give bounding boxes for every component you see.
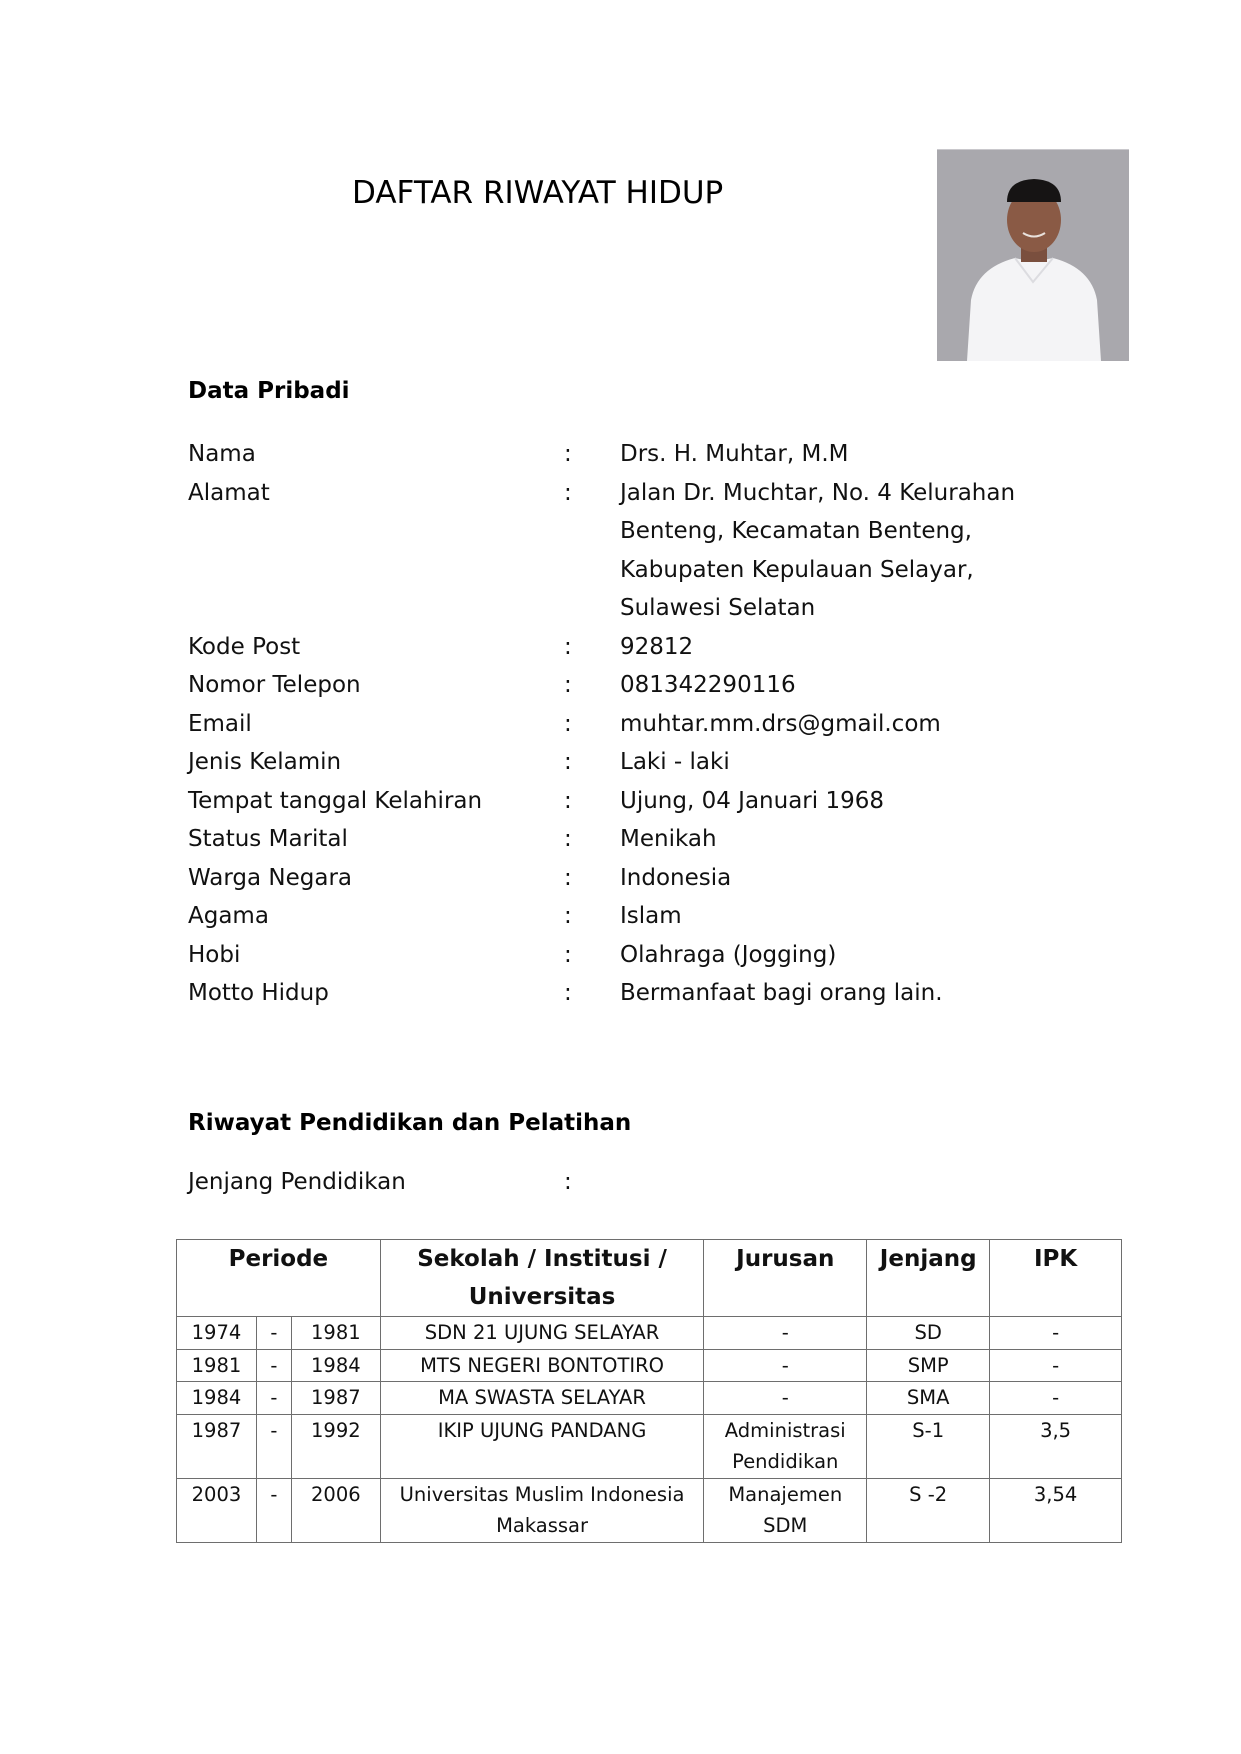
field-colon: : [564, 441, 572, 467]
field-label: Tempat tanggal Kelahiran [188, 787, 483, 814]
field-value: 92812 [620, 633, 694, 660]
cell-major: - [704, 1317, 867, 1350]
field-label: Jenjang Pendidikan [188, 1169, 406, 1195]
header-periode: Periode [177, 1240, 381, 1317]
table-row [177, 1414, 1122, 1478]
header-ipk: IPK [990, 1240, 1122, 1317]
personal-data-row [188, 974, 1088, 1013]
cell-ipk: 3,5 [990, 1414, 1122, 1478]
cell-end-year: 1981 [291, 1317, 380, 1350]
cell-level: SMP [867, 1349, 990, 1382]
field-label: Alamat [188, 479, 270, 506]
personal-data-row [188, 743, 1088, 782]
cell-start-year: 1981 [177, 1349, 257, 1382]
cell-start-year: 1974 [177, 1317, 257, 1350]
field-colon: : [564, 749, 572, 775]
cell-school: MTS NEGERI BONTOTIRO [380, 1349, 704, 1382]
cell-level: S -2 [867, 1478, 990, 1542]
field-colon: : [564, 980, 572, 1006]
cell-school: IKIP UJUNG PANDANG [380, 1414, 704, 1478]
field-label: Warga Negara [188, 864, 353, 891]
cell-school: Universitas Muslim Indonesia Makassar [380, 1478, 704, 1542]
cell-school: SDN 21 UJUNG SELAYAR [380, 1317, 704, 1350]
cell-ipk: - [990, 1382, 1122, 1415]
cell-period-separator: - [256, 1349, 291, 1382]
field-value: Bermanfaat bagi orang lain. [620, 980, 943, 1006]
header-major: Jurusan [704, 1240, 867, 1317]
personal-data-list [188, 435, 1088, 1013]
personal-data-row [188, 474, 1088, 628]
education-level-subheading [188, 1163, 788, 1202]
field-label: Kode Post [188, 633, 301, 660]
field-value: Laki - laki [620, 749, 730, 775]
cell-major: - [704, 1382, 867, 1415]
cell-major: Administrasi Pendidikan [704, 1414, 867, 1478]
cell-level: S-1 [867, 1414, 990, 1478]
field-colon: : [564, 864, 572, 891]
section-heading-data-pribadi: Data Pribadi [188, 378, 350, 405]
header-level: Jenjang [867, 1240, 990, 1317]
personal-data-row [188, 859, 1088, 898]
personal-data-row [188, 782, 1088, 821]
personal-data-row [188, 897, 1088, 936]
field-value: Menikah [620, 826, 717, 852]
field-colon: : [564, 1169, 572, 1195]
field-label: Email [188, 710, 252, 737]
table-row [177, 1317, 1122, 1350]
field-value: Ujung, 04 Januari 1968 [620, 787, 884, 814]
field-value: Jalan Dr. Muchtar, No. 4 Kelurahan Benteng, Kecamatan Benteng, Kabupaten Kepulauan Selayar, Sulawesi Selatan [620, 479, 1016, 621]
page-title: DAFTAR RIWAYAT HIDUP [352, 174, 724, 211]
field-colon: : [564, 633, 572, 660]
cell-start-year: 1987 [177, 1414, 257, 1478]
personal-data-row [188, 705, 1088, 744]
portrait-photo-icon [937, 150, 1129, 361]
personal-data-row [188, 628, 1088, 667]
field-label: Status Marital [188, 826, 348, 852]
field-value: 081342290116 [620, 672, 796, 698]
cell-period-separator: - [256, 1317, 291, 1350]
personal-data-row [188, 435, 1088, 474]
field-label: Nama [188, 441, 256, 467]
cell-end-year: 1987 [291, 1382, 380, 1415]
field-label: Jenis Kelamin [188, 749, 342, 775]
cell-level: SD [867, 1317, 990, 1350]
personal-data-row [188, 936, 1088, 975]
cell-level: SMA [867, 1382, 990, 1415]
field-label: Agama [188, 903, 269, 929]
field-value: muhtar.mm.drs@gmail.com [620, 710, 941, 737]
personal-data-row [188, 666, 1088, 705]
field-colon: : [564, 479, 572, 506]
field-colon: : [564, 710, 572, 737]
cell-school: MA SWASTA SELAYAR [380, 1382, 704, 1415]
cell-ipk: - [990, 1349, 1122, 1382]
field-colon: : [564, 672, 572, 698]
cell-ipk: - [990, 1317, 1122, 1350]
field-colon: : [564, 903, 572, 929]
field-label: Motto Hidup [188, 980, 329, 1006]
header-school: Sekolah / Institusi / Universitas [380, 1240, 704, 1317]
field-value: Olahraga (Jogging) [620, 941, 837, 968]
cell-ipk: 3,54 [990, 1478, 1122, 1542]
field-colon: : [564, 787, 572, 814]
table-header-row [177, 1240, 1122, 1317]
field-value: Islam [620, 903, 682, 929]
cell-start-year: 1984 [177, 1382, 257, 1415]
field-value: Indonesia [620, 864, 732, 891]
field-label: Nomor Telepon [188, 672, 361, 698]
cell-period-separator: - [256, 1478, 291, 1542]
section-heading-education: Riwayat Pendidikan dan Pelatihan [188, 1110, 632, 1137]
education-table [176, 1239, 1122, 1543]
table-row [177, 1382, 1122, 1415]
table-row [177, 1349, 1122, 1382]
table-row [177, 1478, 1122, 1542]
cell-end-year: 1984 [291, 1349, 380, 1382]
cell-start-year: 2003 [177, 1478, 257, 1542]
field-colon: : [564, 941, 572, 968]
field-value: Drs. H. Muhtar, M.M [620, 441, 849, 467]
field-colon: : [564, 826, 572, 852]
cell-period-separator: - [256, 1382, 291, 1415]
cell-period-separator: - [256, 1414, 291, 1478]
cell-major: Manajemen SDM [704, 1478, 867, 1542]
cell-end-year: 2006 [291, 1478, 380, 1542]
cell-major: - [704, 1349, 867, 1382]
portrait-photo [937, 149, 1129, 361]
cell-end-year: 1992 [291, 1414, 380, 1478]
personal-data-row [188, 820, 1088, 859]
field-label: Hobi [188, 941, 241, 968]
